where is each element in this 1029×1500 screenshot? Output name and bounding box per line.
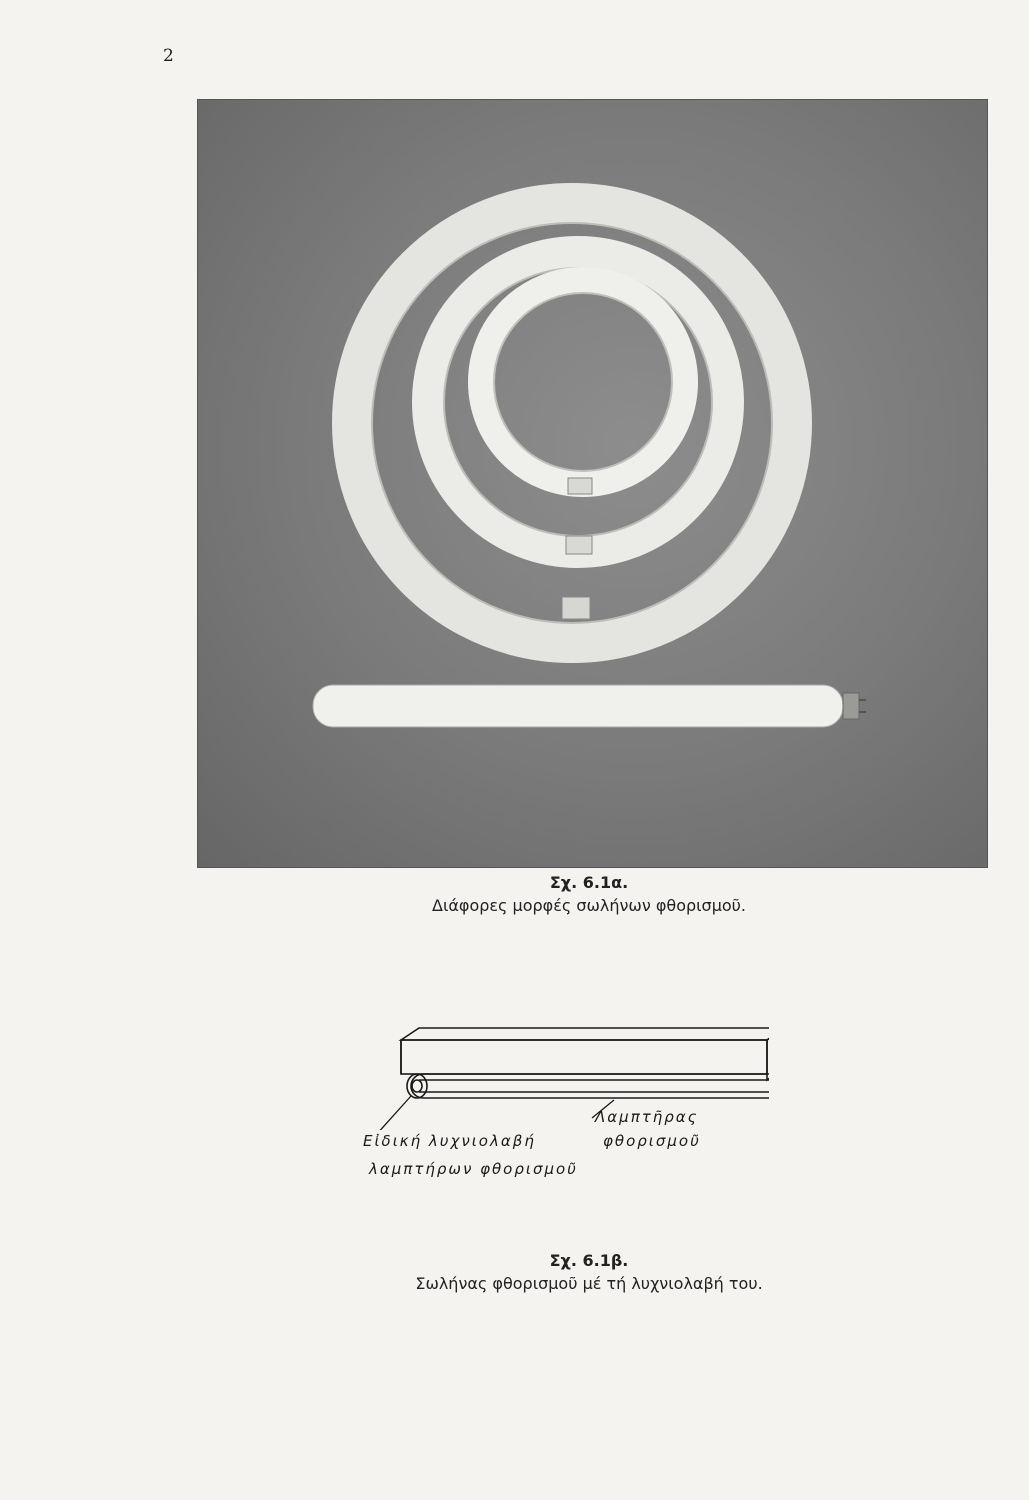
- tube-label-line1: Λαμπτῆρας: [595, 1108, 699, 1126]
- figure-1-caption: [339, 873, 839, 915]
- figure-2-number: Σχ. 6.1β.: [549, 1251, 629, 1270]
- figure-1-description: Διάφορες μορφές σωλήνων φθορισμοῦ.: [432, 896, 746, 915]
- page-number: 2: [163, 46, 174, 66]
- figure-2-caption: [339, 1251, 839, 1293]
- holder-label-line2: λαμπτήρων φθορισμοῦ: [369, 1160, 578, 1178]
- tube-label-line2: φθορισμοῦ: [603, 1132, 701, 1150]
- holder-label-line1: Εἰδική λυχνιολαβή: [363, 1132, 536, 1150]
- fluorescent-tubes-photo: [197, 99, 988, 868]
- tube-holder-diagram: [339, 1020, 769, 1185]
- figure-2-description: Σωλήνας φθορισμοῦ μέ τή λυχνιολαβή του.: [415, 1274, 763, 1293]
- figure-1-number: Σχ. 6.1α.: [549, 873, 629, 892]
